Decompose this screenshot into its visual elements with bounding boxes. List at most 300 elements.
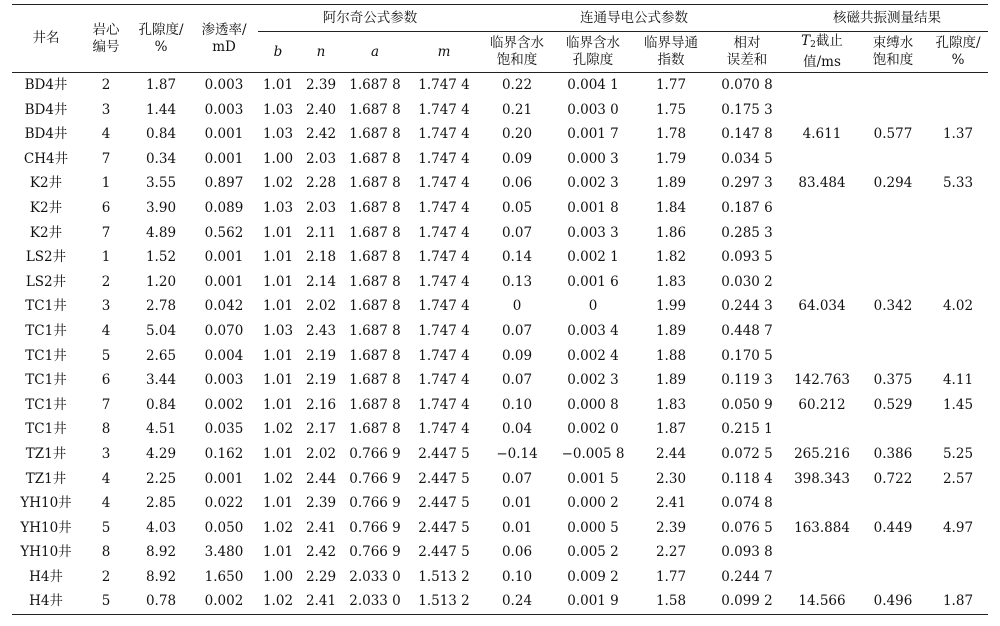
cell-porosity: 3.44 xyxy=(145,372,177,389)
cell-a: 1.687 8 xyxy=(349,372,401,389)
cell-nmr-porosity xyxy=(928,540,988,565)
table-row xyxy=(12,417,988,442)
cell-well: YH10井 xyxy=(20,495,72,512)
cell-n: 2.39 xyxy=(305,495,337,512)
cell-n: 2.11 xyxy=(305,224,337,241)
cell-t2-cutoff xyxy=(786,319,858,344)
cell-t2-cutoff: 83.484 xyxy=(798,175,846,192)
cell-critical-sw: 0.07 xyxy=(501,224,533,241)
cell-porosity: 1.20 xyxy=(145,273,177,290)
cell-permeability: 0.001 xyxy=(204,249,244,266)
cell-nmr-porosity: 1.87 xyxy=(928,589,988,614)
cell-bound-water: 0.449 xyxy=(873,519,913,536)
cell-core-no: 5 xyxy=(80,589,132,614)
cell-critical-phi: 0.003 4 xyxy=(567,322,619,339)
cell-critical-sw: 0.01 xyxy=(501,495,533,512)
table-row xyxy=(12,540,988,565)
cell-critical-phi: 0.004 1 xyxy=(567,77,619,93)
cell-a: 1.687 8 xyxy=(349,77,401,93)
cell-bound-water: 0.577 xyxy=(873,126,913,143)
cell-core-no: 5 xyxy=(101,519,111,536)
header-well: 井名 xyxy=(12,5,80,73)
cell-b: 1.03 xyxy=(262,199,294,216)
cell-critical-phi: 0.003 3 xyxy=(567,224,619,241)
cell-a: 1.687 8 xyxy=(349,298,401,315)
cell-t2-cutoff xyxy=(786,196,858,221)
cell-nmr-porosity xyxy=(928,319,988,344)
cell-nmr-porosity xyxy=(928,73,988,98)
header-nmr-porosity: 孔隙度/ % xyxy=(928,32,988,73)
cell-rel-error: 0.285 3 xyxy=(721,224,773,241)
cell-well: BD4井 xyxy=(24,77,68,93)
cell-permeability: 0.562 xyxy=(204,224,244,241)
cell-permeability: 1.650 xyxy=(204,568,244,585)
cell-a: 0.766 9 xyxy=(349,544,401,561)
cell-critical-index: 2.39 xyxy=(655,519,687,536)
cell-t2-cutoff xyxy=(786,417,858,442)
cell-t2-cutoff xyxy=(786,98,858,123)
header-critical-water-saturation: 临界含水 饱和度 xyxy=(482,32,552,73)
cell-a: 0.766 9 xyxy=(349,470,401,487)
cell-n: 2.14 xyxy=(305,273,337,290)
cell-m: 2.447 5 xyxy=(418,470,470,487)
cell-core-no: 1 xyxy=(101,249,111,266)
cell-porosity: 8.92 xyxy=(145,568,177,585)
cell-core-no: 4 xyxy=(101,495,111,512)
cell-porosity: 0.34 xyxy=(145,150,177,167)
cell-core-no: 6 xyxy=(101,199,111,216)
cell-b: 1.01 xyxy=(262,249,294,266)
cell-m: 1.747 4 xyxy=(418,298,470,315)
cell-critical-sw: 0.09 xyxy=(501,150,533,167)
table-row xyxy=(12,344,988,369)
table-row xyxy=(12,368,988,393)
cell-m: 2.447 5 xyxy=(418,495,470,512)
header-t2-cutoff: $T_2$截止 值/ms xyxy=(786,32,858,73)
cell-bound-water: 0.342 xyxy=(873,298,913,315)
cell-critical-phi: −0.005 8 xyxy=(561,445,625,462)
cell-t2-cutoff xyxy=(786,245,858,270)
cell-porosity: 2.78 xyxy=(145,298,177,315)
cell-b: 1.01 xyxy=(262,224,294,241)
cell-nmr-porosity: 1.45 xyxy=(942,396,974,413)
cell-bound-water xyxy=(858,417,928,442)
cell-t2-cutoff xyxy=(786,73,858,98)
cell-n: 2.03 xyxy=(305,150,337,167)
table-row xyxy=(12,221,988,246)
cell-well: BD4井 xyxy=(24,126,68,143)
cell-permeability: 0.002 xyxy=(204,396,244,413)
cell-critical-phi: 0.001 9 xyxy=(552,589,634,614)
cell-t2-cutoff xyxy=(786,344,858,369)
cell-nmr-porosity xyxy=(928,245,988,270)
cell-permeability: 0.003 xyxy=(204,77,244,93)
cell-bound-water xyxy=(858,491,928,516)
cell-critical-phi: 0.009 2 xyxy=(567,568,619,585)
cell-a: 1.687 8 xyxy=(349,322,401,339)
cell-critical-index: 1.87 xyxy=(655,421,687,438)
header-bound-water-saturation: 束缚水 饱和度 xyxy=(858,32,928,73)
cell-b: 1.01 xyxy=(262,273,294,290)
header-archie-m: m xyxy=(406,32,482,73)
cell-critical-phi: 0.000 2 xyxy=(567,495,619,512)
table-row xyxy=(12,171,988,196)
cell-a: 1.687 8 xyxy=(349,249,401,266)
table-row xyxy=(12,98,988,123)
cell-critical-index: 1.58 xyxy=(634,589,708,614)
cell-rel-error: 0.297 3 xyxy=(721,175,773,192)
cell-t2-cutoff: 60.212 xyxy=(798,396,846,413)
cell-critical-phi: 0.001 7 xyxy=(567,126,619,143)
cell-n: 2.19 xyxy=(305,372,337,389)
cell-critical-phi: 0.000 5 xyxy=(567,519,619,536)
cell-b: 1.02 xyxy=(262,421,294,438)
cell-porosity: 8.92 xyxy=(145,544,177,561)
cell-core-no: 8 xyxy=(101,544,111,561)
cell-t2-cutoff xyxy=(786,540,858,565)
cell-m: 1.747 4 xyxy=(418,249,470,266)
cell-core-no: 2 xyxy=(101,568,111,585)
cell-b: 1.01 xyxy=(262,495,294,512)
table-row xyxy=(12,589,988,614)
table-row xyxy=(12,294,988,319)
cell-critical-phi: 0 xyxy=(588,298,598,315)
cell-rel-error: 0.147 8 xyxy=(721,126,773,143)
cell-critical-phi: 0.000 8 xyxy=(567,396,619,413)
cell-n: 2.19 xyxy=(305,347,337,364)
cell-well: BD4井 xyxy=(24,101,68,118)
cell-b: 1.03 xyxy=(262,322,294,339)
cell-rel-error: 0.072 5 xyxy=(721,445,773,462)
cell-n: 2.16 xyxy=(305,396,337,413)
table-row xyxy=(12,196,988,221)
cell-core-no: 3 xyxy=(101,445,111,462)
cell-t2-cutoff xyxy=(786,491,858,516)
cell-b: 1.02 xyxy=(262,175,294,192)
cell-nmr-porosity xyxy=(928,344,988,369)
cell-bound-water: 0.529 xyxy=(873,396,913,413)
cell-n: 2.42 xyxy=(305,544,337,561)
cell-porosity: 4.51 xyxy=(145,421,177,438)
cell-m: 1.513 2 xyxy=(406,589,482,614)
cell-critical-sw: 0.13 xyxy=(501,273,533,290)
cell-b: 1.01 xyxy=(262,445,294,462)
cell-m: 1.513 2 xyxy=(418,568,470,585)
cell-rel-error: 0.074 8 xyxy=(721,495,773,512)
cell-t2-cutoff: 163.884 xyxy=(794,519,850,536)
cell-permeability: 0.001 xyxy=(204,273,244,290)
cell-porosity: 0.84 xyxy=(145,396,177,413)
cell-nmr-porosity: 2.57 xyxy=(942,470,974,487)
cell-m: 1.747 4 xyxy=(418,101,470,118)
cell-rel-error: 0.170 5 xyxy=(721,347,773,364)
cell-core-no: 3 xyxy=(101,298,111,315)
cell-critical-phi: 0.003 0 xyxy=(567,101,619,118)
cell-nmr-porosity xyxy=(928,147,988,172)
cell-permeability: 0.162 xyxy=(204,445,244,462)
cell-permeability: 0.003 xyxy=(204,372,244,389)
cell-bound-water xyxy=(858,196,928,221)
header-porosity: 孔隙度/ % xyxy=(132,5,190,73)
cell-t2-cutoff: 14.566 xyxy=(786,589,858,614)
cell-a: 1.687 8 xyxy=(349,150,401,167)
cell-m: 1.747 4 xyxy=(418,273,470,290)
table-row xyxy=(12,565,988,590)
cell-t2-cutoff xyxy=(786,565,858,590)
cell-b: 1.00 xyxy=(262,150,294,167)
cell-n: 2.41 xyxy=(298,589,344,614)
cell-nmr-porosity xyxy=(928,221,988,246)
header-core-no: 岩心 编号 xyxy=(80,5,132,73)
cell-core-no: 4 xyxy=(101,470,111,487)
cell-critical-index: 2.30 xyxy=(655,470,687,487)
cell-t2-cutoff: 4.611 xyxy=(802,126,842,143)
cell-m: 1.747 4 xyxy=(418,347,470,364)
cell-critical-index: 1.83 xyxy=(655,396,687,413)
cell-critical-index: 1.86 xyxy=(655,224,687,241)
header-critical-conduction-index: 临界导通 指数 xyxy=(634,32,708,73)
table-body xyxy=(12,73,988,615)
header-archie-group: 阿尔奇公式参数 xyxy=(258,5,482,32)
cell-nmr-porosity: 4.02 xyxy=(942,298,974,315)
cell-critical-index: 1.83 xyxy=(655,273,687,290)
cell-nmr-porosity: 4.11 xyxy=(942,372,974,389)
cell-porosity: 0.78 xyxy=(132,589,190,614)
cell-m: 1.747 4 xyxy=(418,224,470,241)
cell-nmr-porosity xyxy=(928,98,988,123)
cell-b: 1.03 xyxy=(262,126,294,143)
cell-critical-index: 1.89 xyxy=(655,322,687,339)
cell-permeability: 0.001 xyxy=(204,150,244,167)
table-row xyxy=(12,491,988,516)
cell-critical-index: 2.44 xyxy=(655,445,687,462)
table-row xyxy=(12,270,988,295)
cell-t2-cutoff: 142.763 xyxy=(794,372,850,389)
cell-nmr-porosity: 4.97 xyxy=(942,519,974,536)
cell-core-no: 1 xyxy=(101,175,111,192)
cell-rel-error: 0.070 8 xyxy=(721,77,773,93)
cell-critical-phi: 0.002 3 xyxy=(567,175,619,192)
cell-well: TC1井 xyxy=(25,421,67,438)
cell-critical-phi: 0.002 1 xyxy=(567,249,619,266)
cell-bound-water xyxy=(858,147,928,172)
cell-permeability: 0.003 xyxy=(204,101,244,118)
cell-n: 2.40 xyxy=(305,101,337,118)
cell-bound-water xyxy=(858,221,928,246)
cell-core-no: 7 xyxy=(101,150,111,167)
cell-t2-cutoff xyxy=(786,270,858,295)
cell-porosity: 4.29 xyxy=(145,445,177,462)
cell-a: 1.687 8 xyxy=(349,199,401,216)
cell-well: TZ1井 xyxy=(25,445,67,462)
cell-porosity: 0.84 xyxy=(145,126,177,143)
cell-critical-index: 2.27 xyxy=(655,544,687,561)
cell-bound-water: 0.386 xyxy=(873,445,913,462)
cell-well: TC1井 xyxy=(25,298,67,315)
cell-nmr-porosity xyxy=(928,417,988,442)
cell-critical-sw: 0 xyxy=(512,298,522,315)
cell-critical-sw: 0.10 xyxy=(501,568,533,585)
cell-critical-sw: 0.20 xyxy=(501,126,533,143)
cell-core-no: 7 xyxy=(101,396,111,413)
cell-porosity: 1.44 xyxy=(145,101,177,118)
cell-permeability: 0.004 xyxy=(204,347,244,364)
cell-critical-index: 2.41 xyxy=(655,495,687,512)
cell-a: 2.033 0 xyxy=(349,568,401,585)
cell-n: 2.02 xyxy=(305,298,337,315)
table-row xyxy=(12,467,988,492)
cell-permeability: 0.050 xyxy=(204,519,244,536)
cell-n: 2.17 xyxy=(305,421,337,438)
cell-b: 1.01 xyxy=(262,77,294,93)
cell-core-no: 2 xyxy=(101,77,111,93)
cell-nmr-porosity: 5.25 xyxy=(942,445,974,462)
cell-critical-index: 1.88 xyxy=(655,347,687,364)
cell-critical-index: 1.77 xyxy=(655,77,687,93)
cell-critical-index: 1.75 xyxy=(655,101,687,118)
cell-m: 2.447 5 xyxy=(418,519,470,536)
cell-nmr-porosity xyxy=(928,491,988,516)
cell-bound-water: 0.294 xyxy=(873,175,913,192)
cell-nmr-porosity xyxy=(928,565,988,590)
header-critical-water-porosity: 临界含水 孔隙度 xyxy=(552,32,634,73)
cell-well: TC1井 xyxy=(25,372,67,389)
cell-rel-error: 0.175 3 xyxy=(721,101,773,118)
cell-porosity: 2.25 xyxy=(145,470,177,487)
cell-well: YH10井 xyxy=(20,519,72,536)
cell-a: 1.687 8 xyxy=(349,273,401,290)
cell-permeability: 0.002 xyxy=(190,589,258,614)
cell-b: 1.01 xyxy=(262,544,294,561)
cell-m: 1.747 4 xyxy=(418,322,470,339)
cell-n: 2.28 xyxy=(305,175,337,192)
cell-t2-cutoff xyxy=(786,221,858,246)
cell-critical-phi: 0.001 5 xyxy=(567,470,619,487)
table-row xyxy=(12,147,988,172)
cell-core-no: 6 xyxy=(101,372,111,389)
cell-bound-water: 0.722 xyxy=(873,470,913,487)
cell-nmr-porosity xyxy=(928,196,988,221)
cell-m: 1.747 4 xyxy=(418,396,470,413)
cell-well: CH4井 xyxy=(23,150,69,167)
cell-m: 1.747 4 xyxy=(418,175,470,192)
cell-b: 1.01 xyxy=(262,396,294,413)
cell-rel-error: 0.099 2 xyxy=(708,589,786,614)
cell-b: 1.01 xyxy=(262,347,294,364)
cell-n: 2.41 xyxy=(305,519,337,536)
cell-critical-sw: 0.07 xyxy=(501,322,533,339)
cell-b: 1.01 xyxy=(262,372,294,389)
cell-b: 1.03 xyxy=(262,101,294,118)
cell-b: 1.02 xyxy=(258,589,298,614)
cell-well: K2井 xyxy=(29,199,63,216)
cell-critical-phi: 0.001 6 xyxy=(567,273,619,290)
table-row xyxy=(12,73,988,98)
cell-permeability: 0.089 xyxy=(204,199,244,216)
cell-well: H4井 xyxy=(29,568,63,585)
cell-well: TZ1井 xyxy=(25,470,67,487)
core-parameters-table xyxy=(12,4,988,615)
cell-a: 1.687 8 xyxy=(349,224,401,241)
cell-rel-error: 0.119 3 xyxy=(721,372,773,389)
table-row xyxy=(12,516,988,541)
cell-rel-error: 0.093 8 xyxy=(721,544,773,561)
cell-porosity: 3.55 xyxy=(145,175,177,192)
header-archie-a: a xyxy=(344,32,406,73)
cell-porosity: 2.65 xyxy=(145,347,177,364)
cell-permeability: 0.070 xyxy=(204,322,244,339)
cell-rel-error: 0.076 5 xyxy=(721,519,773,536)
cell-critical-phi: 0.001 8 xyxy=(567,199,619,216)
cell-critical-sw: 0.01 xyxy=(501,519,533,536)
cell-critical-index: 1.89 xyxy=(655,175,687,192)
cell-a: 1.687 8 xyxy=(349,126,401,143)
cell-a: 1.687 8 xyxy=(349,347,401,364)
cell-a: 1.687 8 xyxy=(349,101,401,118)
cell-b: 1.01 xyxy=(262,298,294,315)
cell-m: 1.747 4 xyxy=(418,421,470,438)
cell-well: TC1井 xyxy=(25,322,67,339)
cell-a: 1.687 8 xyxy=(349,175,401,192)
cell-bound-water xyxy=(858,98,928,123)
table-row xyxy=(12,245,988,270)
cell-critical-index: 1.84 xyxy=(655,199,687,216)
cell-b: 1.00 xyxy=(262,568,294,585)
cell-critical-sw: 0.14 xyxy=(501,249,533,266)
cell-well: K2井 xyxy=(29,175,63,192)
cell-core-no: 4 xyxy=(101,126,111,143)
cell-rel-error: 0.244 3 xyxy=(721,298,773,315)
table-row xyxy=(12,393,988,418)
cell-n: 2.03 xyxy=(305,199,337,216)
cell-core-no: 3 xyxy=(101,101,111,118)
cell-critical-sw: 0.22 xyxy=(501,77,533,93)
cell-m: 1.747 4 xyxy=(418,126,470,143)
cell-well: LS2井 xyxy=(25,273,67,290)
cell-n: 2.29 xyxy=(305,568,337,585)
cell-critical-phi: 0.005 2 xyxy=(567,544,619,561)
cell-permeability: 0.897 xyxy=(204,175,244,192)
cell-rel-error: 0.030 2 xyxy=(721,273,773,290)
cell-permeability: 0.022 xyxy=(204,495,244,512)
cell-m: 2.447 5 xyxy=(418,544,470,561)
cell-rel-error: 0.448 7 xyxy=(721,322,773,339)
cell-rel-error: 0.118 4 xyxy=(721,470,773,487)
cell-bound-water xyxy=(858,319,928,344)
cell-critical-index: 1.77 xyxy=(655,568,687,585)
cell-core-no: 2 xyxy=(101,273,111,290)
table-row xyxy=(12,442,988,467)
cell-well: K2井 xyxy=(29,224,63,241)
header-connectivity-group: 连通导电公式参数 xyxy=(482,5,786,32)
cell-critical-index: 1.82 xyxy=(655,249,687,266)
cell-m: 1.747 4 xyxy=(418,150,470,167)
cell-critical-sw: 0.04 xyxy=(501,421,533,438)
cell-n: 2.18 xyxy=(305,249,337,266)
header-relative-error-sum: 相对 误差和 xyxy=(708,32,786,73)
cell-n: 2.39 xyxy=(305,77,337,93)
cell-bound-water xyxy=(858,73,928,98)
cell-a: 0.766 9 xyxy=(349,495,401,512)
cell-critical-index: 1.79 xyxy=(655,150,687,167)
cell-critical-sw: 0.09 xyxy=(501,347,533,364)
cell-permeability: 0.001 xyxy=(204,470,244,487)
cell-well: LS2井 xyxy=(25,249,67,266)
cell-t2-cutoff: 64.034 xyxy=(798,298,846,315)
cell-well: YH10井 xyxy=(20,544,72,561)
cell-well: H4井 xyxy=(12,589,80,614)
cell-n: 2.43 xyxy=(305,322,337,339)
